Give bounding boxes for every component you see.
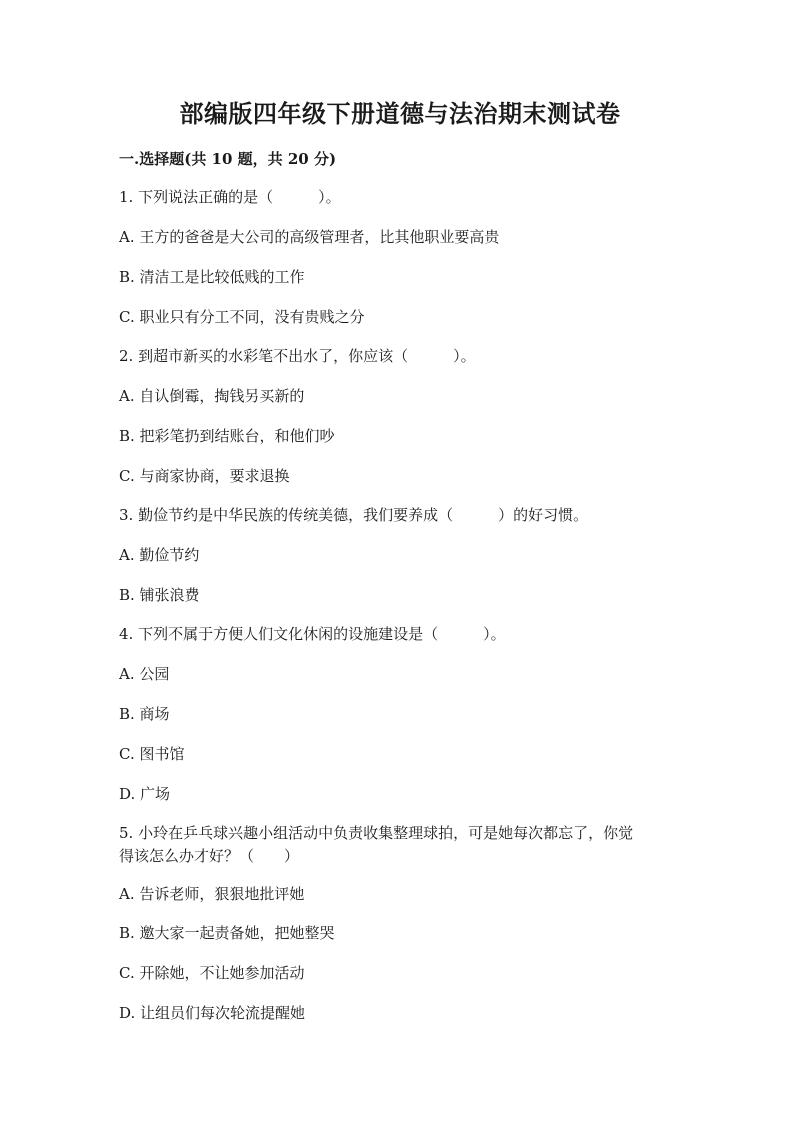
question-1-stem: 1. 下列说法正确的是（ ）。 — [119, 188, 341, 206]
question-4-option-b: B. 商场 — [119, 705, 170, 723]
question-1-option-c: C. 职业只有分工不同，没有贵贱之分 — [119, 308, 365, 326]
question-2-option-a: A. 自认倒霉，掏钱另买新的 — [119, 387, 305, 405]
question-5-option-d: D. 让组员们每次轮流提醒她 — [119, 1004, 306, 1022]
question-4-option-d: D. 广场 — [119, 785, 171, 803]
question-4-stem: 4. 下列不属于方便人们文化休闲的设施建设是（ ）。 — [119, 625, 506, 643]
question-4-option-c: C. 图书馆 — [119, 745, 185, 763]
question-5-option-a: A. 告诉老师，狠狠地批评她 — [119, 885, 305, 903]
question-5-stem-line-1: 5. 小玲在乒乓球兴趣小组活动中负责收集整理球拍，可是她每次都忘了，你觉 — [119, 824, 634, 842]
question-1-option-b: B. 清洁工是比较低贱的工作 — [119, 268, 305, 286]
question-2-option-c: C. 与商家协商，要求退换 — [119, 467, 290, 485]
question-3-stem: 3. 勤俭节约是中华民族的传统美德，我们要养成（ ）的好习惯。 — [119, 506, 589, 524]
question-2-option-b: B. 把彩笔扔到结账台，和他们吵 — [119, 427, 335, 445]
section-heading: 一.选择题(共 10 题，共 20 分) — [119, 150, 337, 168]
question-4-option-a: A. 公园 — [119, 665, 170, 683]
question-2-stem: 2. 到超市新买的水彩笔不出水了，你应该（ ）。 — [119, 347, 476, 365]
question-3-option-b: B. 铺张浪费 — [119, 586, 200, 604]
question-5-stem-line-2: 得该怎么办才好？（ ） — [119, 847, 300, 865]
question-3-option-a: A. 勤俭节约 — [119, 546, 200, 564]
page-title: 部编版四年级下册道德与法治期末测试卷 — [179, 99, 621, 128]
question-5-option-b: B. 邀大家一起责备她，把她整哭 — [119, 924, 335, 942]
question-1-option-a: A. 王方的爸爸是大公司的高级管理者，比其他职业要高贵 — [119, 228, 500, 246]
question-5-option-c: C. 开除她，不让她参加活动 — [119, 964, 305, 982]
